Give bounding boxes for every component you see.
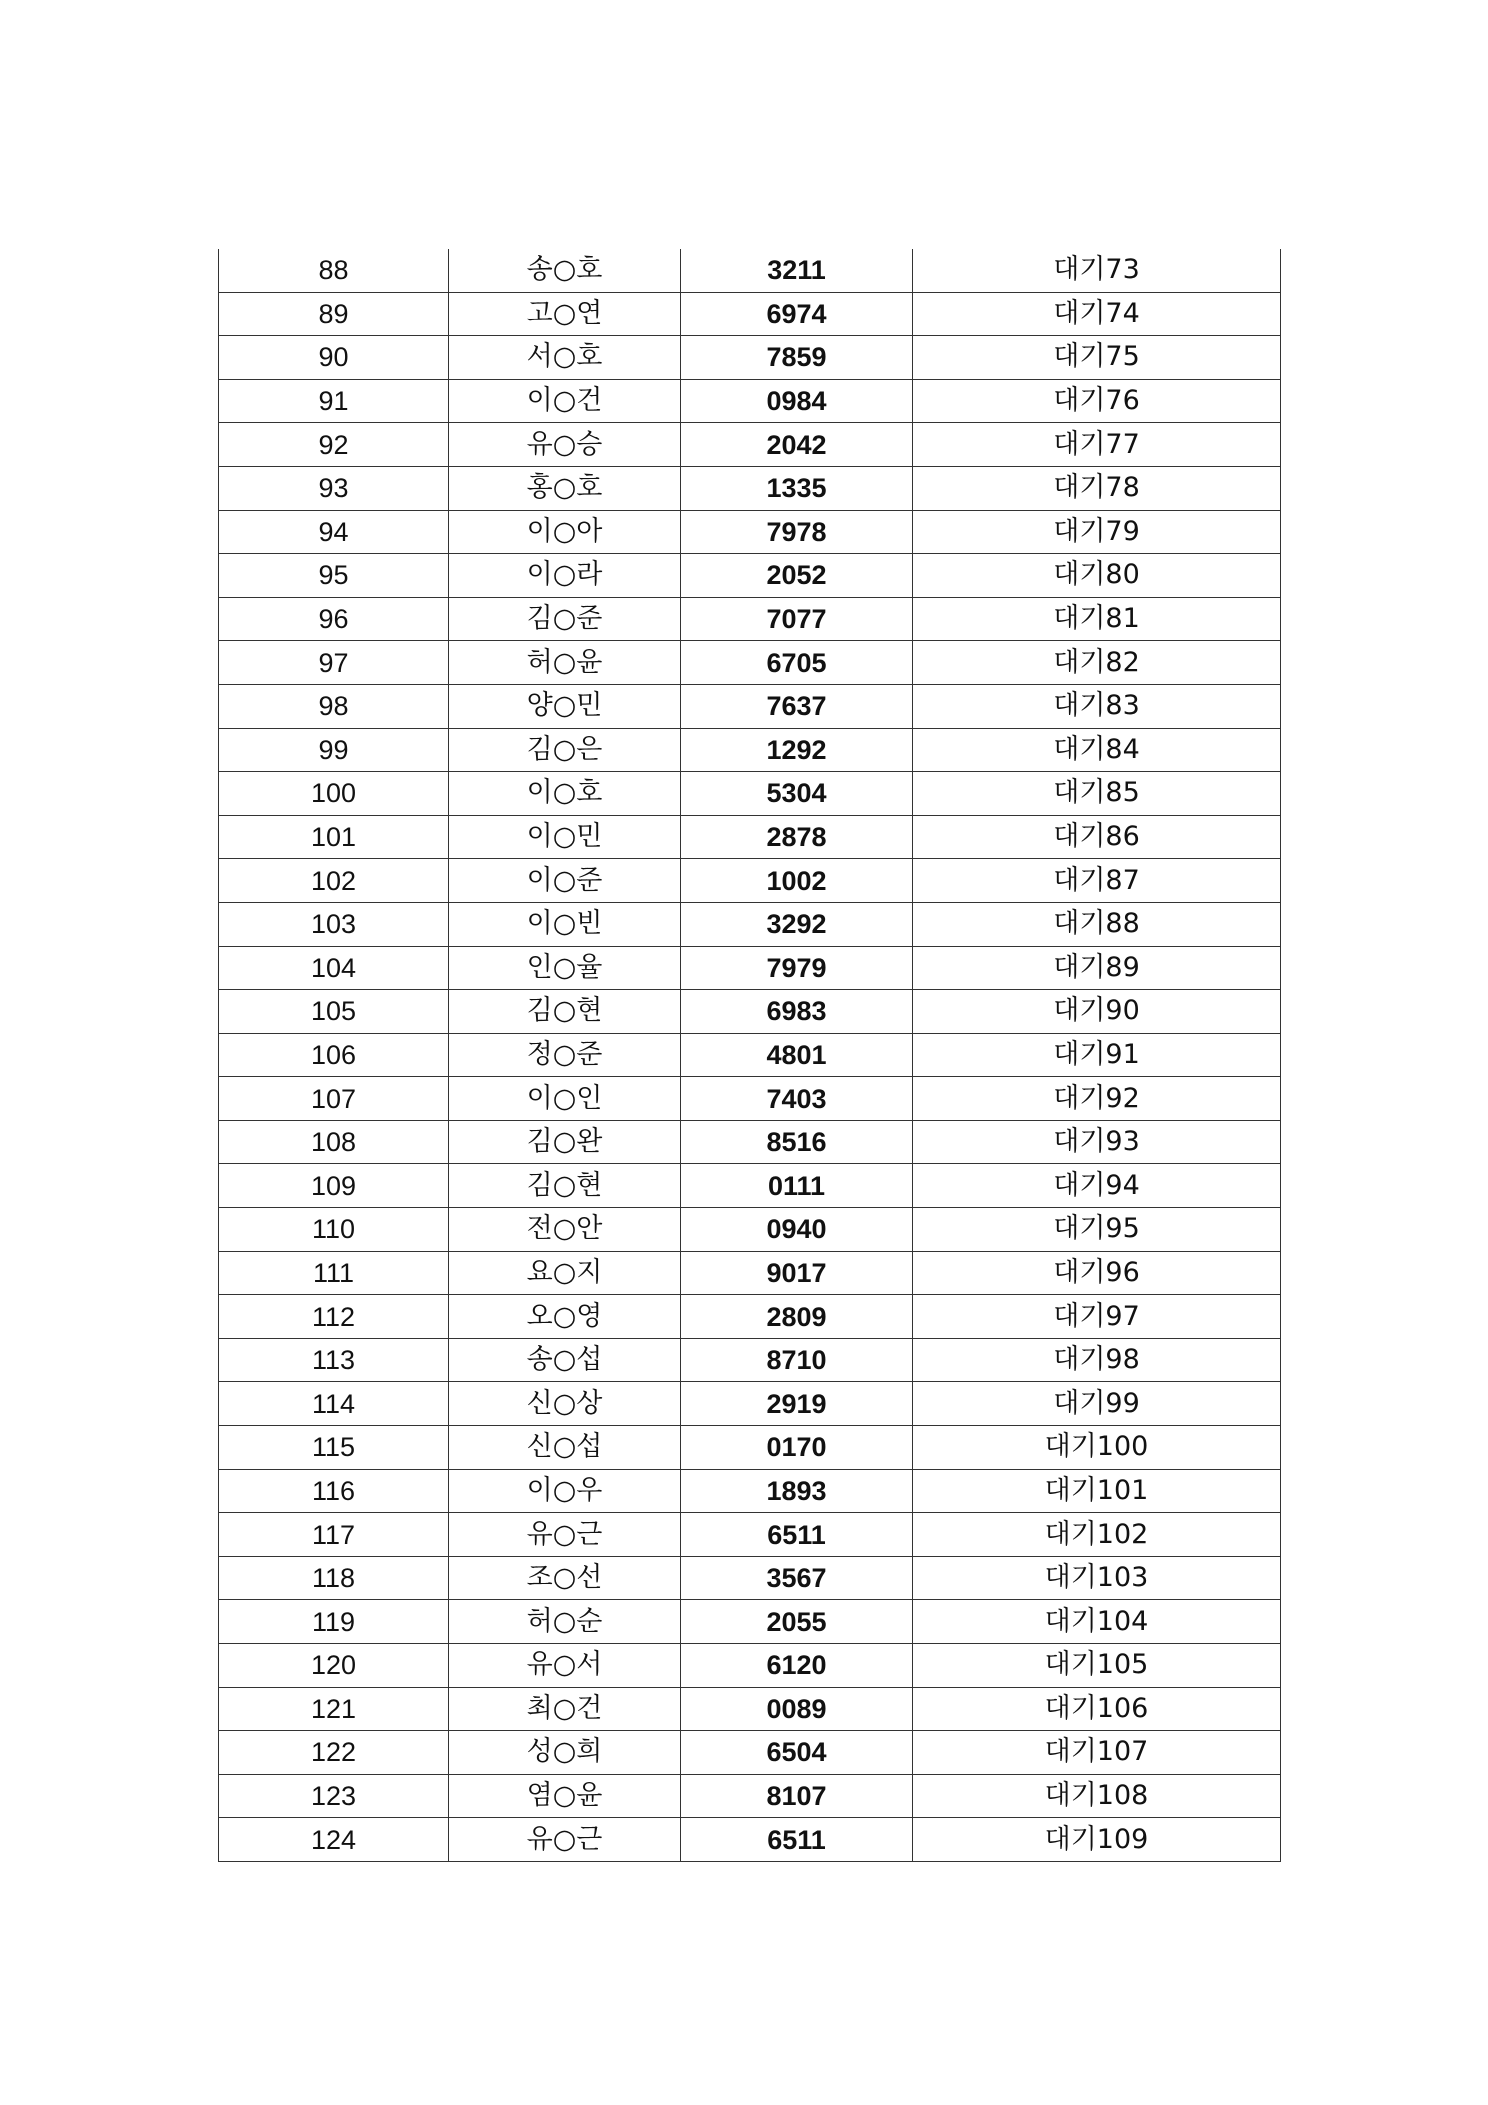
code-cell: 8710	[681, 1338, 913, 1382]
table-row	[219, 1687, 1281, 1731]
status-cell: 대기82	[913, 641, 1281, 685]
code-cell: 6974	[681, 292, 913, 336]
row-number-cell: 117	[219, 1513, 449, 1557]
table-row	[219, 379, 1281, 423]
table-row	[219, 1774, 1281, 1818]
code-cell: 6705	[681, 641, 913, 685]
status-cell: 대기95	[913, 1208, 1281, 1252]
status-cell: 대기81	[913, 597, 1281, 641]
name-cell: 허○순	[449, 1600, 681, 1644]
row-number-cell: 103	[219, 902, 449, 946]
table-row	[219, 1251, 1281, 1295]
name-cell: 인○율	[449, 946, 681, 990]
table-row	[219, 1338, 1281, 1382]
row-number-cell: 99	[219, 728, 449, 772]
code-cell: 6504	[681, 1731, 913, 1775]
row-number-cell: 120	[219, 1644, 449, 1688]
name-cell: 김○은	[449, 728, 681, 772]
table-row	[219, 859, 1281, 903]
name-cell: 신○상	[449, 1382, 681, 1426]
name-cell: 김○완	[449, 1120, 681, 1164]
table-row	[219, 1120, 1281, 1164]
status-cell: 대기107	[913, 1731, 1281, 1775]
table-row	[219, 1382, 1281, 1426]
table-row	[219, 1208, 1281, 1252]
name-cell: 유○서	[449, 1644, 681, 1688]
status-cell: 대기73	[913, 249, 1281, 292]
row-number-cell: 108	[219, 1120, 449, 1164]
table-row	[219, 1077, 1281, 1121]
code-cell: 2919	[681, 1382, 913, 1426]
status-cell: 대기98	[913, 1338, 1281, 1382]
table-row	[219, 1513, 1281, 1557]
row-number-cell: 94	[219, 510, 449, 554]
code-cell: 3567	[681, 1556, 913, 1600]
table-row	[219, 728, 1281, 772]
row-number-cell: 122	[219, 1731, 449, 1775]
name-cell: 김○준	[449, 597, 681, 641]
status-cell: 대기85	[913, 772, 1281, 816]
status-cell: 대기89	[913, 946, 1281, 990]
table-row	[219, 597, 1281, 641]
code-cell: 8516	[681, 1120, 913, 1164]
code-cell: 0170	[681, 1426, 913, 1470]
table-row	[219, 1600, 1281, 1644]
code-cell: 7859	[681, 336, 913, 380]
row-number-cell: 88	[219, 249, 449, 292]
status-cell: 대기109	[913, 1818, 1281, 1862]
status-cell: 대기99	[913, 1382, 1281, 1426]
code-cell: 2055	[681, 1600, 913, 1644]
code-cell: 8107	[681, 1774, 913, 1818]
row-number-cell: 113	[219, 1338, 449, 1382]
row-number-cell: 104	[219, 946, 449, 990]
table-row	[219, 1818, 1281, 1862]
table-row	[219, 902, 1281, 946]
table-row	[219, 1731, 1281, 1775]
status-cell: 대기94	[913, 1164, 1281, 1208]
row-number-cell: 98	[219, 684, 449, 728]
row-number-cell: 112	[219, 1295, 449, 1339]
name-cell: 이○인	[449, 1077, 681, 1121]
name-cell: 이○준	[449, 859, 681, 903]
row-number-cell: 107	[219, 1077, 449, 1121]
status-cell: 대기80	[913, 554, 1281, 598]
status-cell: 대기75	[913, 336, 1281, 380]
status-cell: 대기92	[913, 1077, 1281, 1121]
table-row	[219, 1426, 1281, 1470]
table-row	[219, 641, 1281, 685]
table-row	[219, 336, 1281, 380]
name-cell: 유○승	[449, 423, 681, 467]
status-cell: 대기83	[913, 684, 1281, 728]
status-cell: 대기103	[913, 1556, 1281, 1600]
name-cell: 요○지	[449, 1251, 681, 1295]
name-cell: 이○건	[449, 379, 681, 423]
row-number-cell: 106	[219, 1033, 449, 1077]
row-number-cell: 90	[219, 336, 449, 380]
status-cell: 대기77	[913, 423, 1281, 467]
status-cell: 대기106	[913, 1687, 1281, 1731]
name-cell: 이○라	[449, 554, 681, 598]
code-cell: 3292	[681, 902, 913, 946]
name-cell: 송○호	[449, 249, 681, 292]
row-number-cell: 119	[219, 1600, 449, 1644]
table-row	[219, 1644, 1281, 1688]
waitlist-table-body	[219, 249, 1281, 1861]
status-cell: 대기88	[913, 902, 1281, 946]
table-row	[219, 1556, 1281, 1600]
status-cell: 대기74	[913, 292, 1281, 336]
code-cell: 3211	[681, 249, 913, 292]
code-cell: 6511	[681, 1818, 913, 1862]
table-row	[219, 423, 1281, 467]
code-cell: 1335	[681, 466, 913, 510]
code-cell: 7978	[681, 510, 913, 554]
status-cell: 대기102	[913, 1513, 1281, 1557]
status-cell: 대기96	[913, 1251, 1281, 1295]
name-cell: 이○호	[449, 772, 681, 816]
code-cell: 2042	[681, 423, 913, 467]
code-cell: 6983	[681, 990, 913, 1034]
row-number-cell: 114	[219, 1382, 449, 1426]
row-number-cell: 100	[219, 772, 449, 816]
code-cell: 0111	[681, 1164, 913, 1208]
code-cell: 6120	[681, 1644, 913, 1688]
name-cell: 오○영	[449, 1295, 681, 1339]
table-row	[219, 1295, 1281, 1339]
table-row	[219, 772, 1281, 816]
code-cell: 7403	[681, 1077, 913, 1121]
name-cell: 송○섭	[449, 1338, 681, 1382]
row-number-cell: 109	[219, 1164, 449, 1208]
row-number-cell: 95	[219, 554, 449, 598]
code-cell: 2052	[681, 554, 913, 598]
name-cell: 김○현	[449, 990, 681, 1034]
name-cell: 양○민	[449, 684, 681, 728]
status-cell: 대기90	[913, 990, 1281, 1034]
code-cell: 1893	[681, 1469, 913, 1513]
status-cell: 대기108	[913, 1774, 1281, 1818]
status-cell: 대기87	[913, 859, 1281, 903]
code-cell: 2809	[681, 1295, 913, 1339]
row-number-cell: 93	[219, 466, 449, 510]
row-number-cell: 116	[219, 1469, 449, 1513]
table-row	[219, 684, 1281, 728]
code-cell: 9017	[681, 1251, 913, 1295]
status-cell: 대기91	[913, 1033, 1281, 1077]
table-row	[219, 1033, 1281, 1077]
table-row	[219, 946, 1281, 990]
name-cell: 신○섭	[449, 1426, 681, 1470]
name-cell: 최○건	[449, 1687, 681, 1731]
row-number-cell: 91	[219, 379, 449, 423]
code-cell: 7637	[681, 684, 913, 728]
table-row	[219, 292, 1281, 336]
status-cell: 대기100	[913, 1426, 1281, 1470]
status-cell: 대기104	[913, 1600, 1281, 1644]
code-cell: 5304	[681, 772, 913, 816]
name-cell: 홍○호	[449, 466, 681, 510]
row-number-cell: 124	[219, 1818, 449, 1862]
code-cell: 0940	[681, 1208, 913, 1252]
code-cell: 4801	[681, 1033, 913, 1077]
table-row	[219, 510, 1281, 554]
row-number-cell: 111	[219, 1251, 449, 1295]
name-cell: 정○준	[449, 1033, 681, 1077]
row-number-cell: 118	[219, 1556, 449, 1600]
row-number-cell: 115	[219, 1426, 449, 1470]
name-cell: 고○연	[449, 292, 681, 336]
table-row	[219, 990, 1281, 1034]
waitlist-table	[218, 249, 1281, 1862]
status-cell: 대기76	[913, 379, 1281, 423]
row-number-cell: 121	[219, 1687, 449, 1731]
status-cell: 대기84	[913, 728, 1281, 772]
table-row	[219, 249, 1281, 292]
name-cell: 이○민	[449, 815, 681, 859]
row-number-cell: 96	[219, 597, 449, 641]
name-cell: 성○희	[449, 1731, 681, 1775]
status-cell: 대기78	[913, 466, 1281, 510]
table-row	[219, 815, 1281, 859]
table-row	[219, 1469, 1281, 1513]
code-cell: 6511	[681, 1513, 913, 1557]
name-cell: 전○안	[449, 1208, 681, 1252]
code-cell: 0984	[681, 379, 913, 423]
code-cell: 7979	[681, 946, 913, 990]
table-row	[219, 554, 1281, 598]
row-number-cell: 97	[219, 641, 449, 685]
status-cell: 대기101	[913, 1469, 1281, 1513]
row-number-cell: 92	[219, 423, 449, 467]
row-number-cell: 105	[219, 990, 449, 1034]
name-cell: 김○현	[449, 1164, 681, 1208]
code-cell: 2878	[681, 815, 913, 859]
code-cell: 1002	[681, 859, 913, 903]
row-number-cell: 102	[219, 859, 449, 903]
code-cell: 0089	[681, 1687, 913, 1731]
table-row	[219, 466, 1281, 510]
name-cell: 서○호	[449, 336, 681, 380]
name-cell: 조○선	[449, 1556, 681, 1600]
status-cell: 대기93	[913, 1120, 1281, 1164]
name-cell: 유○근	[449, 1818, 681, 1862]
name-cell: 이○빈	[449, 902, 681, 946]
code-cell: 1292	[681, 728, 913, 772]
name-cell: 허○윤	[449, 641, 681, 685]
status-cell: 대기97	[913, 1295, 1281, 1339]
name-cell: 유○근	[449, 1513, 681, 1557]
row-number-cell: 123	[219, 1774, 449, 1818]
status-cell: 대기105	[913, 1644, 1281, 1688]
row-number-cell: 110	[219, 1208, 449, 1252]
row-number-cell: 101	[219, 815, 449, 859]
name-cell: 이○우	[449, 1469, 681, 1513]
status-cell: 대기86	[913, 815, 1281, 859]
table-row	[219, 1164, 1281, 1208]
name-cell: 이○아	[449, 510, 681, 554]
name-cell: 염○윤	[449, 1774, 681, 1818]
code-cell: 7077	[681, 597, 913, 641]
status-cell: 대기79	[913, 510, 1281, 554]
row-number-cell: 89	[219, 292, 449, 336]
